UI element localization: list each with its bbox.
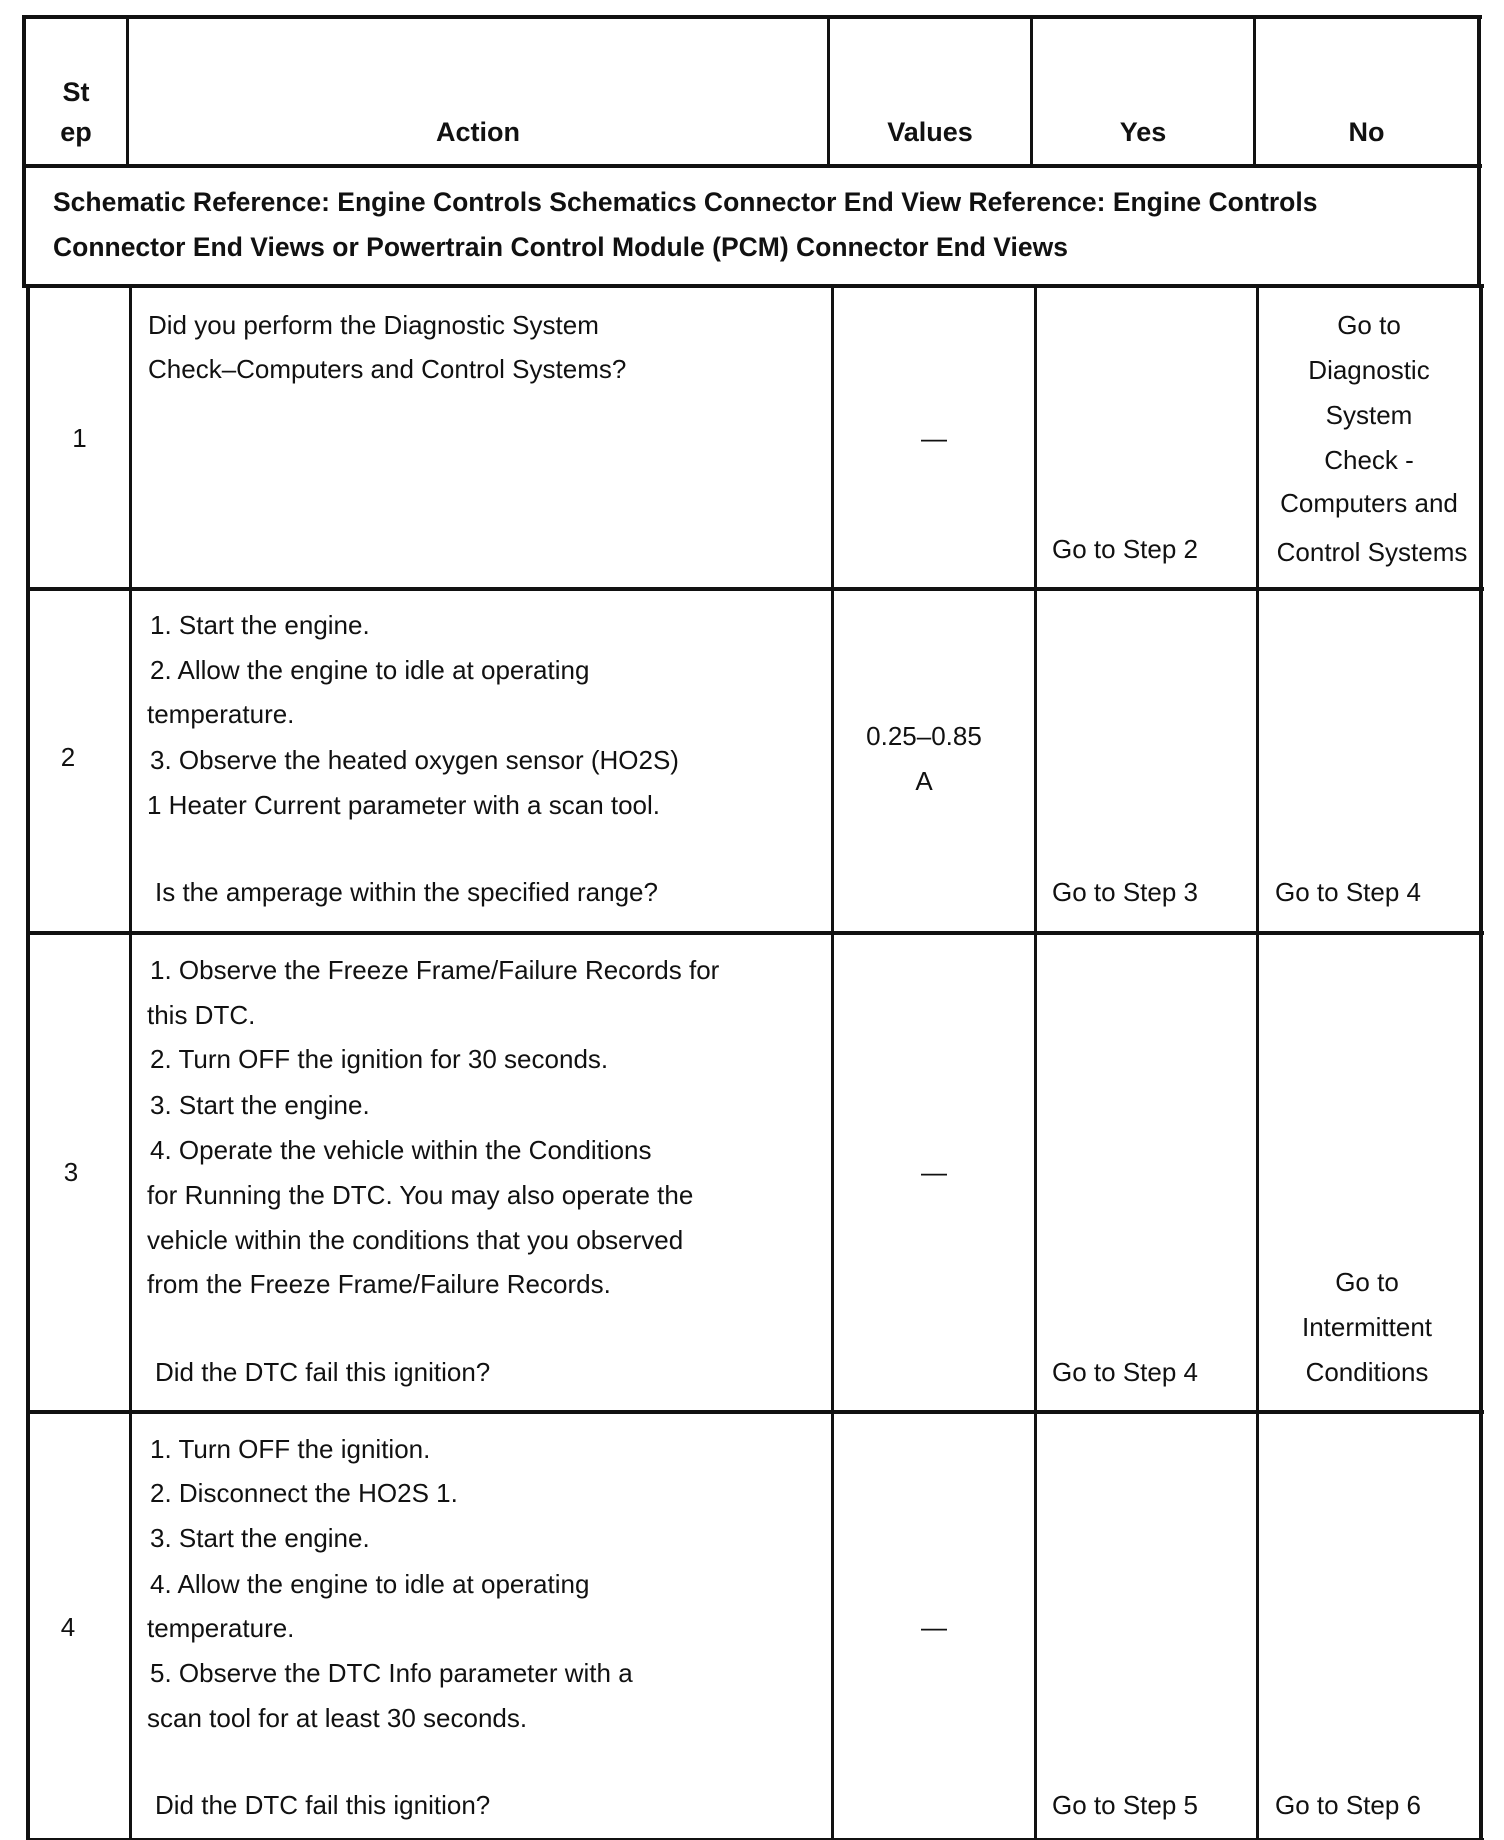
header-action: Action bbox=[436, 117, 520, 147]
header-bottom-border bbox=[22, 164, 1482, 168]
row2-action-line3: temperature. bbox=[147, 699, 295, 729]
table-top-border bbox=[22, 15, 1482, 19]
row4-action-line4: 4. Allow the engine to idle at operating bbox=[150, 1569, 590, 1599]
body-divider-values bbox=[1034, 286, 1037, 1840]
row4-action-line6: 5. Observe the DTC Info parameter with a bbox=[150, 1658, 633, 1688]
reference-bottom-border bbox=[22, 284, 1484, 288]
row4-step: 4 bbox=[60, 1612, 76, 1642]
row1-no-line1: Go to bbox=[1337, 310, 1401, 340]
row3-bottom-border bbox=[26, 1410, 1484, 1414]
header-values: Values bbox=[887, 117, 973, 147]
row2-action-line1: 1. Start the engine. bbox=[150, 610, 370, 640]
row3-action-line1: 1. Observe the Freeze Frame/Failure Records for bbox=[150, 955, 720, 985]
row1-no-line5: Computers and bbox=[1280, 488, 1458, 518]
row2-action-line2: 2. Allow the engine to idle at operating bbox=[150, 655, 590, 685]
row3-question: Did the DTC fail this ignition? bbox=[155, 1357, 491, 1387]
row2-question: Is the amperage within the specified range? bbox=[155, 877, 658, 907]
row3-yes: Go to Step 4 bbox=[1052, 1357, 1198, 1387]
row4-action-line7: scan tool for at least 30 seconds. bbox=[147, 1703, 528, 1733]
row1-value: — bbox=[921, 423, 947, 453]
row4-action-line5: temperature. bbox=[147, 1613, 295, 1643]
row1-no-line4: Check - bbox=[1324, 445, 1414, 475]
row3-action-line6: for Running the DTC. You may also operate the bbox=[147, 1180, 694, 1210]
row1-action-line2: Check–Computers and Control Systems? bbox=[148, 354, 627, 384]
row2-no: Go to Step 4 bbox=[1275, 877, 1421, 907]
row3-value: — bbox=[921, 1157, 947, 1187]
row3-action-line7: vehicle within the conditions that you observed bbox=[147, 1225, 684, 1255]
row4-question: Did the DTC fail this ignition? bbox=[155, 1790, 491, 1820]
header-right-border bbox=[1477, 15, 1481, 286]
row3-step: 3 bbox=[63, 1157, 79, 1187]
row2-action-line4: 3. Observe the heated oxygen sensor (HO2S) bbox=[150, 745, 679, 775]
header-step-line2: ep bbox=[60, 117, 92, 147]
row3-action-line4: 3. Start the engine. bbox=[150, 1090, 370, 1120]
row4-action-line3: 3. Start the engine. bbox=[150, 1523, 370, 1553]
row1-action-line1: Did you perform the Diagnostic System bbox=[148, 310, 599, 340]
row2-action-line5: 1 Heater Current parameter with a scan tool. bbox=[147, 790, 661, 820]
body-divider-step bbox=[129, 286, 132, 1840]
row2-value-line1: 0.25–0.85 bbox=[866, 721, 982, 751]
row2-value-line2: A bbox=[915, 766, 933, 796]
schematic-reference-line1: Schematic Reference: Engine Controls Schematics Connector End View Reference: Engine Controls bbox=[53, 187, 1318, 217]
row1-no-line6: Control Systems bbox=[1276, 537, 1468, 567]
row4-action-line1: 1. Turn OFF the ignition. bbox=[150, 1434, 431, 1464]
row1-step: 1 bbox=[72, 423, 87, 453]
row3-no-line2: Intermittent bbox=[1301, 1312, 1433, 1342]
row3-action-line8: from the Freeze Frame/Failure Records. bbox=[147, 1269, 611, 1299]
row1-yes: Go to Step 2 bbox=[1052, 534, 1198, 564]
row1-bottom-border bbox=[26, 587, 1484, 591]
row3-no-line3: Conditions bbox=[1305, 1357, 1429, 1387]
row2-yes: Go to Step 3 bbox=[1052, 877, 1198, 907]
row4-no: Go to Step 6 bbox=[1275, 1790, 1421, 1820]
header-yes: Yes bbox=[1119, 117, 1167, 147]
row4-action-line2: 2. Disconnect the HO2S 1. bbox=[150, 1478, 458, 1508]
row2-step: 2 bbox=[60, 742, 76, 772]
row3-no-line1: Go to bbox=[1335, 1267, 1399, 1297]
row1-no-line2: Diagnostic bbox=[1308, 355, 1430, 385]
schematic-reference-line2: Connector End Views or Powertrain Control Module (PCM) Connector End Views bbox=[53, 232, 1068, 262]
row4-yes: Go to Step 5 bbox=[1052, 1790, 1198, 1820]
row1-no-line3: System bbox=[1325, 400, 1413, 430]
body-right-border bbox=[1479, 286, 1483, 1840]
header-step-line1: St bbox=[62, 77, 90, 107]
row3-action-line2: this DTC. bbox=[147, 1000, 256, 1030]
row2-bottom-border bbox=[26, 931, 1484, 935]
row3-action-line5: 4. Operate the vehicle within the Conditions bbox=[150, 1135, 652, 1165]
row4-value: — bbox=[921, 1612, 947, 1642]
row3-action-line3: 2. Turn OFF the ignition for 30 seconds. bbox=[150, 1044, 609, 1074]
header-no: No bbox=[1348, 117, 1385, 147]
